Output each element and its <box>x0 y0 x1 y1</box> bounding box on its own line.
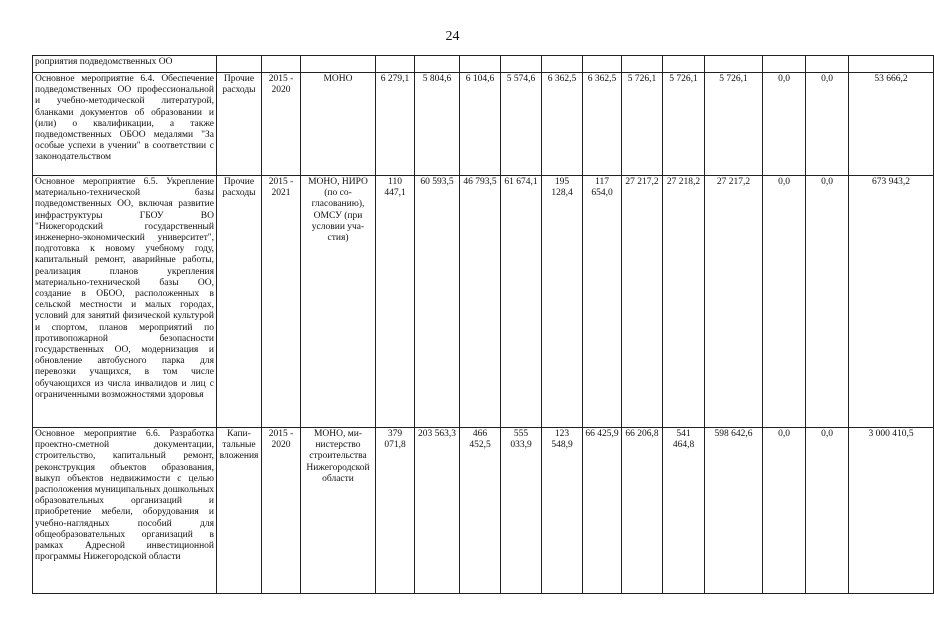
amount-cell: 0,0 <box>763 428 806 594</box>
amount-cell: 0,0 <box>806 176 849 428</box>
amount-cell: 27 217,2 <box>705 176 763 428</box>
empty-cell <box>583 56 622 73</box>
amount-cell: 5 574,6 <box>501 73 542 176</box>
page-number: 24 <box>445 29 460 44</box>
amount-cell: 6 104,6 <box>460 73 501 176</box>
amount-cell: 541 464,8 <box>663 428 705 594</box>
amount-cell: 0,0 <box>763 176 806 428</box>
activity-description: Основное мероприятие 6.6. Разработка проектно-сметной документации, строительство, капитальный ремонт, реконструкция объектов образования, выкуп объектов недвижимости с целью расположения муниципальных дошкольных образовательных организаций и приобретение мебели, оборудования и учебно-наглядных пособий для общеобразовательных организаций в рамках Адресной инвестиционной программы Нижегородской области <box>33 428 217 594</box>
period-cell: 2015 - 2021 <box>262 176 301 428</box>
amount-cell: 466 452,5 <box>460 428 501 594</box>
amount-cell: 6 362,5 <box>583 73 622 176</box>
table-row <box>33 428 934 594</box>
empty-cell <box>415 56 460 73</box>
activity-description: Основное мероприятие 6.5. Укрепление материально-технической базы подведомственных ОО, включая развитие инфраструктуры ГБОУ ВО "Нижегородский государственный инженерно-экономический университет", подготовка к новому учебному году, капитальный ремонт, аварийные работы, реализация планов укрепления материально-технической базы ОО, создание в ОБОО, расположенных в сельской местности и малых городах, условий для занятий физической культурой и спортом, планов мероприятий по противопожарной безопасности государственных ОО, модернизация и обновление автобусного парка для перевозки учащихся, в том числе обучающихся из числа инвалидов и лиц с ограниченными возможностями здоровья <box>33 176 217 428</box>
amount-cell: 203 563,3 <box>415 428 460 594</box>
total-cell: 53 666,2 <box>849 73 934 176</box>
amount-cell: 27 218,2 <box>663 176 705 428</box>
amount-cell: 0,0 <box>763 73 806 176</box>
executor-cell: МОНО, НИРО (по согласованию), ОМСУ (при условии участия) <box>301 176 376 428</box>
executor-cell: МОНО <box>301 73 376 176</box>
executor-cell: МОНО, министерство строительства Нижегородской области <box>301 428 376 594</box>
amount-cell: 0,0 <box>806 428 849 594</box>
amount-cell: 110 447,1 <box>376 176 415 428</box>
amount-cell: 555 033,9 <box>501 428 542 594</box>
amount-cell: 598 642,6 <box>705 428 763 594</box>
amount-cell: 5 726,1 <box>622 73 663 176</box>
amount-cell: 66 206,8 <box>622 428 663 594</box>
empty-cell <box>460 56 501 73</box>
activity-description: роприятия подведомственных ОО <box>33 56 217 73</box>
amount-cell: 46 793,5 <box>460 176 501 428</box>
empty-cell <box>262 56 301 73</box>
amount-cell: 60 593,5 <box>415 176 460 428</box>
amount-cell: 6 279,1 <box>376 73 415 176</box>
empty-cell <box>622 56 663 73</box>
period-cell: 2015 - 2020 <box>262 428 301 594</box>
empty-cell <box>806 56 849 73</box>
empty-cell <box>301 56 376 73</box>
empty-cell <box>663 56 705 73</box>
amount-cell: 5 726,1 <box>705 73 763 176</box>
period-cell: 2015 - 2020 <box>262 73 301 176</box>
amount-cell: 6 362,5 <box>542 73 583 176</box>
empty-cell <box>542 56 583 73</box>
empty-cell <box>376 56 415 73</box>
table-row <box>33 176 934 428</box>
expense-type-cell: Прочие расходы <box>217 176 262 428</box>
activity-description: Основное мероприятие 6.4. Обеспечение подведомственных ОО профессиональной и учебно-методической литературой, бланками документов об образовании и (или) о квалификации, а также подведомственных ОБОО медалями "За особые успехи в учении" в соответствии с законодательством <box>33 73 217 176</box>
amount-cell: 5 726,1 <box>663 73 705 176</box>
amount-cell: 379 071,8 <box>376 428 415 594</box>
table-row <box>33 56 934 73</box>
amount-cell: 195 128,4 <box>542 176 583 428</box>
empty-cell <box>501 56 542 73</box>
total-cell: 3 000 410,5 <box>849 428 934 594</box>
expense-type-cell: Капитальные вложения <box>217 428 262 594</box>
amount-cell: 5 804,6 <box>415 73 460 176</box>
amount-cell: 123 548,9 <box>542 428 583 594</box>
total-cell: 673 943,2 <box>849 176 934 428</box>
empty-cell <box>705 56 763 73</box>
empty-cell <box>849 56 934 73</box>
amount-cell: 117 654,0 <box>583 176 622 428</box>
program-activities-table <box>32 55 934 594</box>
table-row <box>33 73 934 176</box>
amount-cell: 27 217,2 <box>622 176 663 428</box>
amount-cell: 0,0 <box>806 73 849 176</box>
expense-type-cell: Прочие расходы <box>217 73 262 176</box>
amount-cell: 61 674,1 <box>501 176 542 428</box>
empty-cell <box>763 56 806 73</box>
amount-cell: 66 425,9 <box>583 428 622 594</box>
empty-cell <box>217 56 262 73</box>
